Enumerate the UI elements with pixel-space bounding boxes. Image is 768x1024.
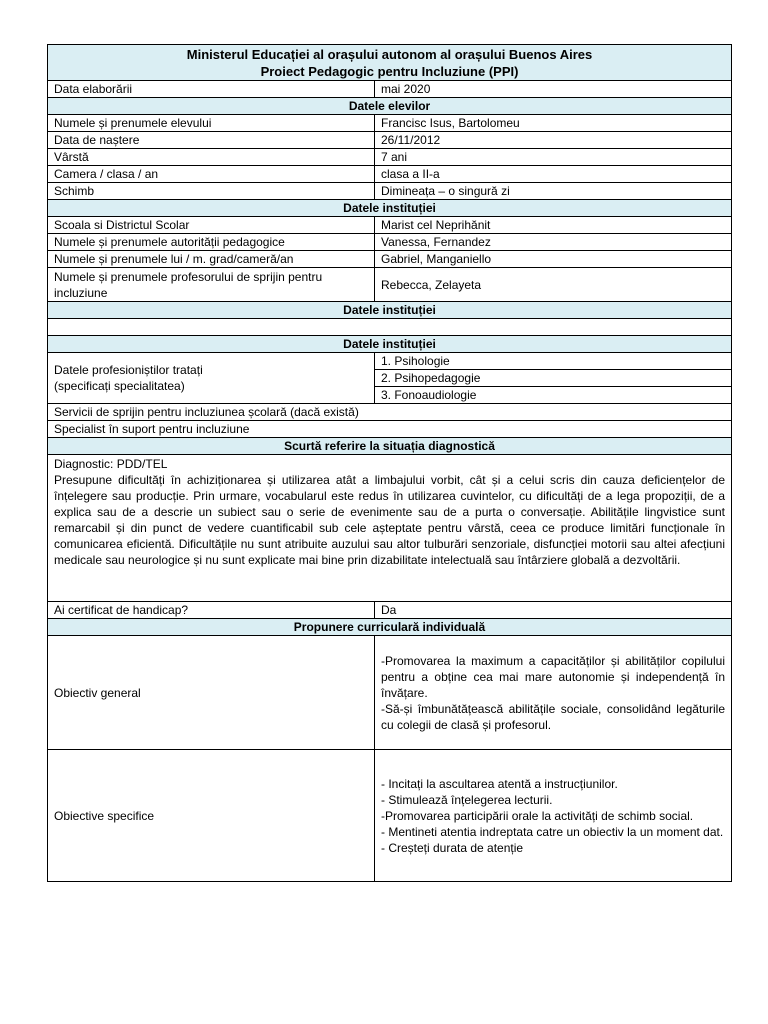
shift-value: Dimineața – o singură zi [375, 183, 732, 200]
certificate-label: Ai certificat de handicap? [48, 602, 375, 619]
student-name-value: Francisc Isus, Bartolomeu [375, 115, 732, 132]
institution-heading-3: Datele instituției [48, 336, 732, 353]
general-objective-item: -Să-și îmbunătățească abilitățile sociale, consolidând legăturile cu colegii de clasă și profesorul. [381, 701, 725, 732]
table-row [48, 251, 732, 268]
class-label: Camera / clasa / an [48, 166, 375, 183]
student-name-label: Numele și prenumele elevului [48, 115, 375, 132]
teacher-label: Numele și prenumele lui / m. grad/cameră/an [48, 251, 375, 268]
professional-item: 2. Psihopedagogie [375, 370, 732, 387]
birth-date-value: 26/11/2012 [375, 132, 732, 149]
table-row [48, 166, 732, 183]
table-row [48, 132, 732, 149]
school-value: Marist cel Neprihănit [375, 217, 732, 234]
table-row [48, 353, 732, 370]
table-row [48, 421, 732, 438]
date-label: Data elaborării [48, 81, 375, 98]
diagnosis-text: Presupune dificultăți în achiziționarea și utilizarea atât a limbajului vorbit, cât și a celui scris din cauza deficiențelor de înțelegere sau producție. Prin urmare, vocabularul este redus în utilizarea cuvintelor, cu dificultăți de a lega propoziții, de a explica sau de a descrie un subiect sau o serie de evenimente sau de a purta o conversație. Abilitățile lingvistice sunt remarcabil și din punct de vedere cuantificabil sub cele așteptate pentru vârstă, ceea ce produce limitări funcționale în comunicarea eficientă. Dificultățile nu sunt atribuite auzului sau altor tulburări senzoriale, disfuncției motorii sau altei afecțiuni medicale sau neurologice și nu sunt explicate mai bine prin dizabilitate intelectuală sau întârziere globală a dezvoltării. [54, 473, 725, 567]
diagnosis-row [48, 455, 732, 602]
empty-row [48, 319, 732, 336]
specific-objective-item: - Mentineti atentia indreptata catre un obiectiv la un moment dat. [381, 824, 724, 839]
birth-date-label: Data de naștere [48, 132, 375, 149]
diagnosis-cell [48, 455, 732, 602]
professionals-label-line-1: Datele profesioniștilor tratați [54, 363, 203, 377]
specific-objective-item: -Promovarea participării orale la activități de schimb social. [381, 808, 694, 823]
professionals-label [48, 353, 375, 404]
project-title: Proiect Pedagogic pentru Incluziune (PPI) [260, 63, 519, 79]
certificate-value: Da [375, 602, 732, 619]
table-row [48, 234, 732, 251]
students-heading: Datele elevilor [48, 98, 732, 115]
support-services-label: Servicii de sprijin pentru incluziunea școlară (dacă există) [48, 404, 732, 421]
curricular-heading: Propunere curriculară individuală [48, 619, 732, 636]
general-objective-row [48, 636, 732, 750]
form-title-row [48, 45, 732, 81]
specific-objectives-cell [375, 750, 732, 882]
specific-objectives-row [48, 750, 732, 882]
date-row [48, 81, 732, 98]
table-row [48, 268, 732, 302]
table-row [48, 115, 732, 132]
general-objective-item: -Promovarea la maximum a capacităților și abilităților copilului pentru a obține cea mai mare autonomie și independență în învățare. [381, 653, 725, 700]
specific-objective-item: - Creșteți durata de atenție [381, 840, 524, 855]
institution-heading-row-2 [48, 302, 732, 319]
specific-objective-item: - Stimulează înțelegerea lecturii. [381, 792, 553, 807]
empty-cell [48, 319, 732, 336]
teacher-value: Gabriel, Manganiello [375, 251, 732, 268]
support-teacher-label: Numele și prenumele profesorului de sprijin pentru incluziune [48, 268, 375, 302]
students-heading-row [48, 98, 732, 115]
specific-objective-item: - Incitați la ascultarea atentă a instrucțiunilor. [381, 776, 618, 791]
age-value: 7 ani [375, 149, 732, 166]
professional-item: 1. Psihologie [375, 353, 732, 370]
diagnosis-heading-row [48, 438, 732, 455]
certificate-row [48, 602, 732, 619]
table-row [48, 404, 732, 421]
institution-heading-2: Datele instituției [48, 302, 732, 319]
support-specialist-label: Specialist în suport pentru incluziune [48, 421, 732, 438]
ministry-title: Ministerul Educației al orașului autonom al orașului Buenos Aires [186, 46, 593, 62]
specific-objectives-label: Obiective specifice [48, 750, 375, 882]
table-row [48, 183, 732, 200]
institution-heading-row [48, 200, 732, 217]
age-label: Vârstă [48, 149, 375, 166]
curricular-heading-row [48, 619, 732, 636]
diagnosis-label: Diagnostic: PDD/TEL [54, 457, 168, 471]
diagnosis-heading: Scurtă referire la situația diagnostică [48, 438, 732, 455]
ppi-form-table [47, 44, 732, 882]
institution-heading: Datele instituției [48, 200, 732, 217]
general-objective-cell [375, 636, 732, 750]
date-value: mai 2020 [375, 81, 732, 98]
school-label: Scoala si Districtul Scolar [48, 217, 375, 234]
professional-item: 3. Fonoaudiologie [375, 387, 732, 404]
institution-heading-row-3 [48, 336, 732, 353]
authority-value: Vanessa, Fernandez [375, 234, 732, 251]
professionals-label-line-2: (specificați specialitatea) [54, 379, 185, 393]
class-value: clasa a II-a [375, 166, 732, 183]
support-teacher-value: Rebecca, Zelayeta [375, 268, 732, 302]
general-objective-label: Obiectiv general [48, 636, 375, 750]
shift-label: Schimb [48, 183, 375, 200]
table-row [48, 149, 732, 166]
authority-label: Numele și prenumele autorității pedagogice [48, 234, 375, 251]
table-row [48, 217, 732, 234]
form-title [48, 45, 732, 81]
